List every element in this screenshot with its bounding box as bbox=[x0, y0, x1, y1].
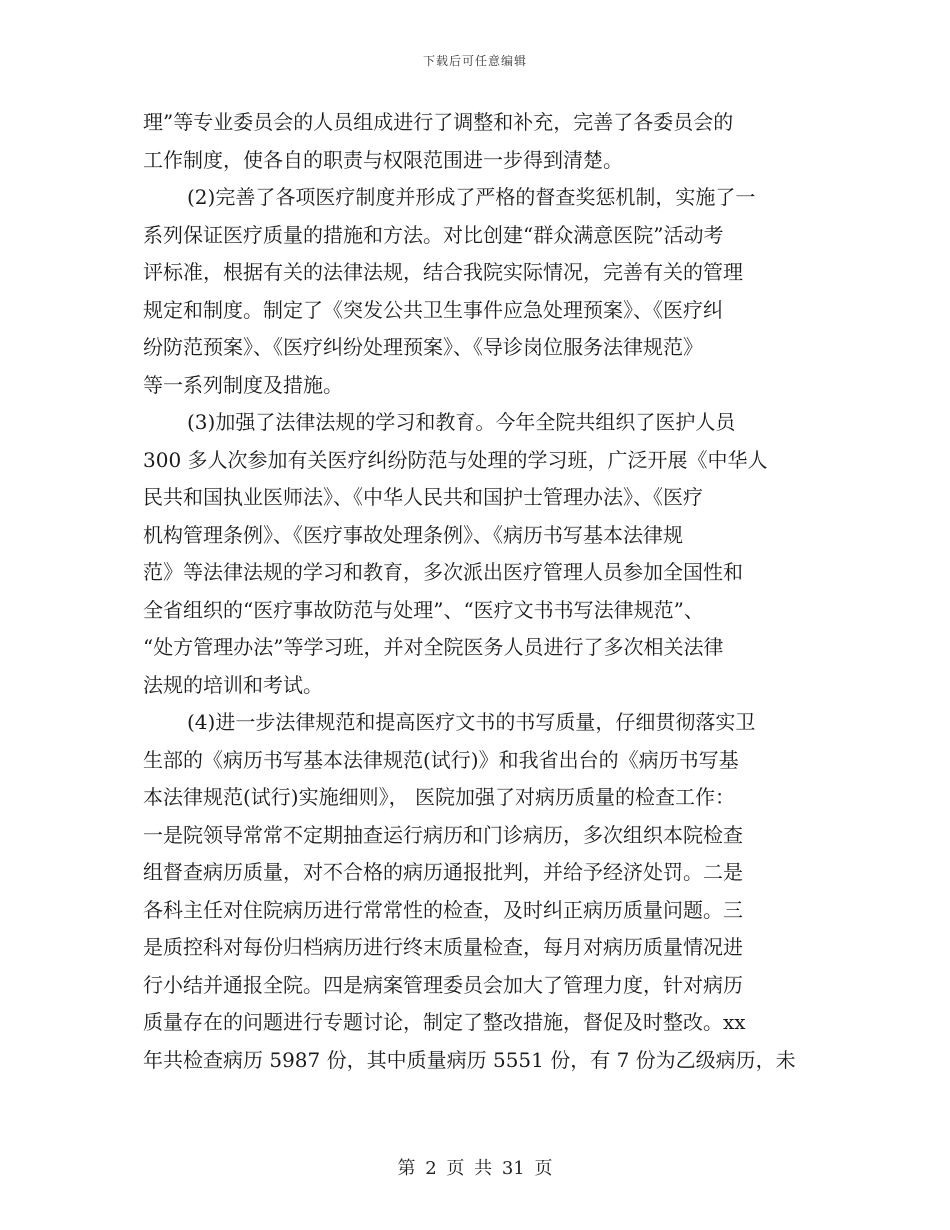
page-number-footer: 第 2 页 共 31 页 bbox=[397, 1158, 553, 1179]
text-line: 一是院领导常常不定期抽查运行病历和门诊病历，多次组织本院检查 bbox=[143, 822, 743, 847]
text-line: 纷防范预案》、《医疗纠纷处理预案》、《导诊岗位服务法律规范》 bbox=[143, 335, 703, 359]
text-line: 本法律规范(试行)实施细则》， 医院加强了对病历质量的检查工作： bbox=[143, 785, 735, 809]
text-line: (3)加强了法律法规的学习和教育。今年全院共组织了医护人员 bbox=[187, 410, 736, 434]
text-line: 行小结并通报全院。四是病案管理委员会加大了管理力度，针对病历 bbox=[143, 972, 743, 997]
text-line: (4)进一步法律规范和提高医疗文书的书写质量，仔细贯彻落实卫 bbox=[187, 710, 756, 734]
text-line: 是质控科对每份归档病历进行终末质量检查，每月对病历质量情况进 bbox=[143, 935, 743, 959]
text-line: 各科主任对住院病历进行常常性的检查，及时纠正病历质量问题。三 bbox=[143, 897, 743, 922]
text-line: 范》等法律法规的学习和教育，多次派出医疗管理人员参加全国性和 bbox=[143, 560, 743, 584]
text-line: 组督查病历质量，对不合格的病历通报批判，并给予经济处罚。二是 bbox=[143, 860, 743, 884]
text-line: 法规的培训和考试。 bbox=[143, 672, 323, 697]
text-line: 民共和国执业医师法》、《中华人民共和国护士管理办法》、《医疗 bbox=[143, 485, 703, 509]
text-line: 评标准，根据有关的法律法规，结合我院实际情况，完善有关的管理 bbox=[143, 260, 743, 284]
text-line: 生部的《病历书写基本法律规范(试行)》和我省出台的《病历书写基 bbox=[143, 747, 739, 772]
text-line: 工作制度，使各自的职责与权限范围进一步得到清楚。 bbox=[143, 147, 623, 172]
text-line: 年共检查病历 5987 份，其中质量病历 5551 份，有 7 份为乙级病历，未 bbox=[143, 1047, 796, 1072]
text-line: 全省组织的“医疗事故防范与处理”、“医疗文书书写法律规范”、 bbox=[143, 597, 704, 622]
text-line: 等一系列制度及措施。 bbox=[143, 372, 343, 397]
text-line: (2)完善了各项医疗制度并形成了严格的督查奖惩机制，实施了一 bbox=[187, 185, 756, 209]
text-line: “处方管理办法”等学习班，并对全院医务人员进行了多次相关法律 bbox=[143, 635, 724, 659]
page-header: 下载后可任意编辑 bbox=[422, 54, 527, 68]
text-line: 系列保证医疗质量的措施和方法。对比创建“群众满意医院”活动考 bbox=[143, 222, 724, 247]
text-line: 质量存在的问题进行专题讨论，制定了整改措施，督促及时整改。xx bbox=[143, 1010, 746, 1034]
text-line: 300 多人次参加有关医疗纠纷防范与处理的学习班，广泛开展《中华人 bbox=[143, 447, 768, 472]
text-line: 规定和制度。制定了《突发公共卫生事件应急处理预案》、《医疗纠 bbox=[143, 297, 723, 322]
text-line: 理”等专业委员会的人员组成进行了调整和补充，完善了各委员会的 bbox=[143, 110, 734, 134]
document-body bbox=[143, 104, 811, 1079]
text-line: 机构管理条例》、《医疗事故处理条例》、《病历书写基本法律规 bbox=[143, 522, 683, 547]
